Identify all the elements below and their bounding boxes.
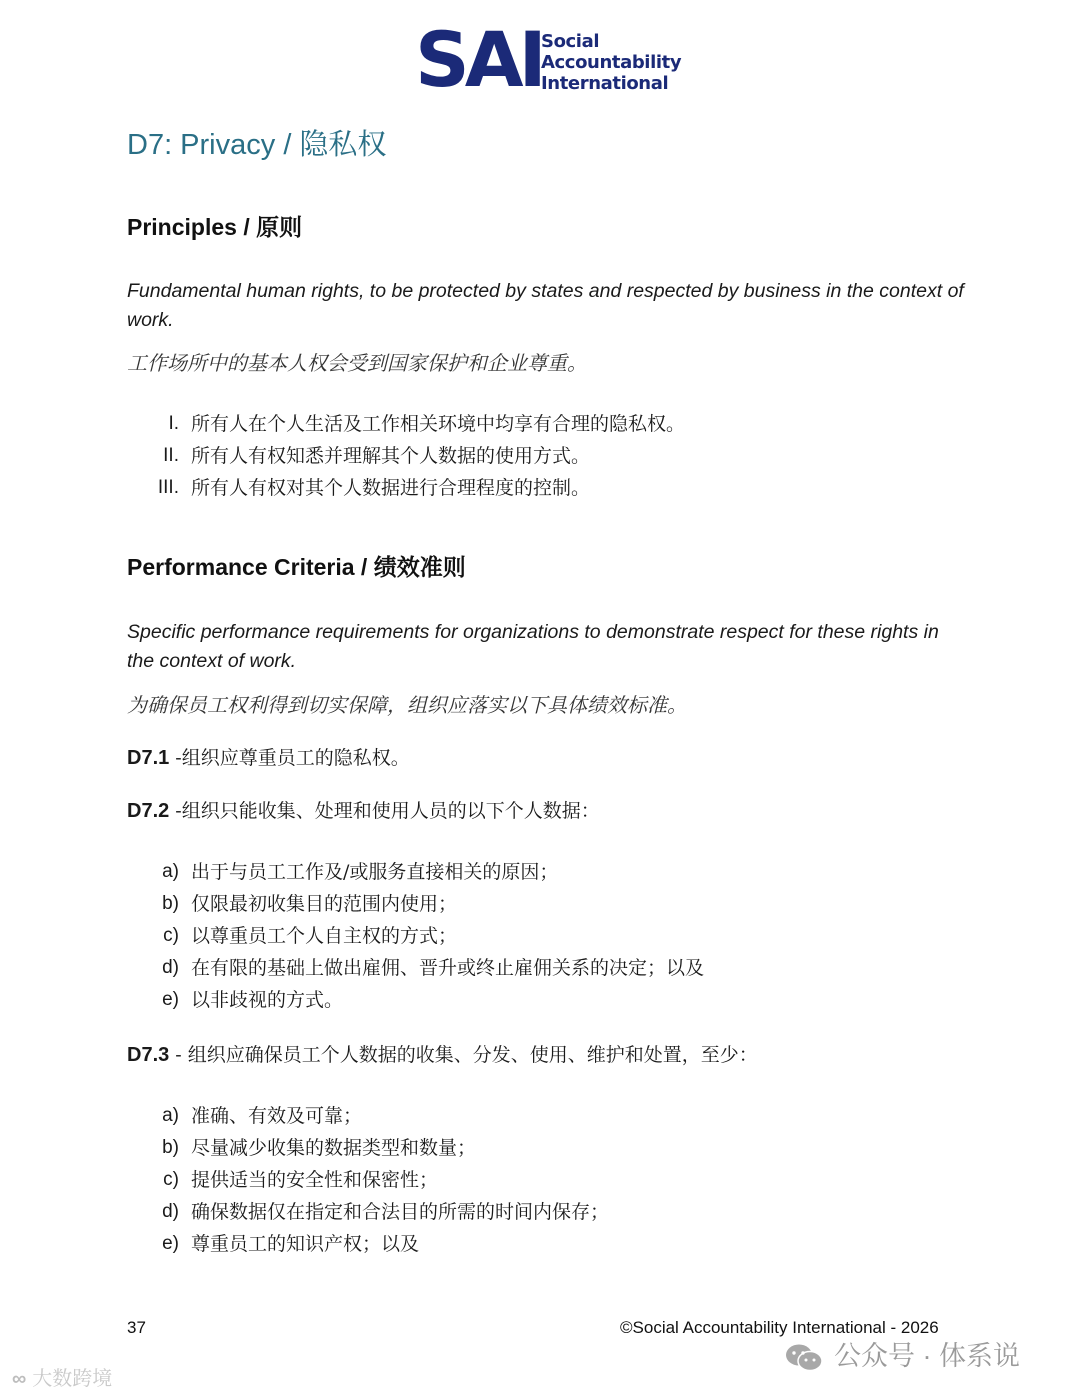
list-text: 所有人有权对其个人数据进行合理程度的控制。 <box>191 477 591 499</box>
criterion-code: D7.1 <box>127 747 170 769</box>
list-marker: e) <box>162 1233 179 1254</box>
list-marker: e) <box>162 989 179 1010</box>
list-marker: I. <box>168 413 179 434</box>
list-text: 出于与员工工作及/或服务直接相关的原因； <box>191 861 559 883</box>
list-text: 仅限最初收集目的范围内使用； <box>191 893 458 915</box>
principles-heading: Principles / 原则 <box>127 214 303 240</box>
criterion-d7-2 <box>127 796 600 823</box>
criterion-d7-3 <box>127 1040 758 1067</box>
logo-word: Social <box>541 31 600 52</box>
watermark-right <box>784 1334 1020 1373</box>
logo-word: Accountability <box>541 52 682 73</box>
list-marker: III. <box>157 477 179 498</box>
criterion-text: -组织应尊重员工的隐私权。 <box>169 747 410 769</box>
list-text: 尊重员工的知识产权；以及 <box>191 1233 420 1255</box>
list-text: 在有限的基础上做出雇佣、晋升或终止雇佣关系的决定；以及 <box>191 957 705 979</box>
criterion-text: -组织只能收集、处理和使用人员的以下个人数据： <box>169 800 600 822</box>
performance-intro-zh: 为确保员工权利得到切实保障，组织应落实以下具体绩效标准。 <box>127 693 687 717</box>
list-marker: c) <box>163 925 179 946</box>
list-text: 确保数据仅在指定和合法目的所需的时间内保存； <box>191 1201 610 1223</box>
performance-heading: Performance Criteria / 绩效准则 <box>127 554 466 580</box>
list-text: 以非歧视的方式。 <box>191 989 344 1011</box>
watermark-left-text: 大数跨境 <box>32 1368 113 1390</box>
list-marker: d) <box>162 957 179 978</box>
watermark-logo-icon: ∞ <box>12 1368 27 1390</box>
list-marker: b) <box>162 1137 179 1158</box>
criterion-code: D7.3 <box>127 1044 170 1066</box>
list-marker: b) <box>162 893 179 914</box>
logo-wordmark <box>541 31 681 94</box>
logo-word: International <box>541 73 669 94</box>
list-text: 提供适当的安全性和保密性； <box>191 1169 439 1191</box>
list-marker: d) <box>162 1201 179 1222</box>
criterion-d7-1 <box>127 743 410 770</box>
performance-intro-en: Specific performance requirements for organizations to demonstrate respect for these rights in the context of work. <box>127 621 939 672</box>
principles-intro-en: Fundamental human rights, to be protected by states and respected by business in the context of work. <box>127 280 964 331</box>
page-number: 37 <box>127 1318 146 1337</box>
list-text: 准确、有效及可靠； <box>191 1105 363 1127</box>
list-text: 尽量减少收集的数据类型和数量； <box>191 1137 477 1159</box>
criterion-text: - 组织应确保员工个人数据的收集、分发、使用、维护和处置，至少： <box>169 1044 758 1066</box>
watermark-right-text: 公众号 · 体系说 <box>834 1341 1020 1371</box>
principles-intro-zh: 工作场所中的基本人权会受到国家保护和企业尊重。 <box>127 351 587 375</box>
list-marker: c) <box>163 1169 179 1190</box>
list-text: 所有人有权知悉并理解其个人数据的使用方式。 <box>191 445 591 467</box>
wechat-icon <box>784 1343 824 1373</box>
list-marker: a) <box>162 1105 179 1126</box>
list-text: 所有人在个人生活及工作相关环境中均享有合理的隐私权。 <box>191 413 686 435</box>
watermark-left <box>12 1362 112 1391</box>
logo-mark: SAI <box>415 15 542 104</box>
page-title: D7: Privacy / 隐私权 <box>127 129 387 161</box>
sai-logo <box>415 15 682 104</box>
list-text: 以尊重员工个人自主权的方式； <box>191 925 458 947</box>
list-marker: a) <box>162 861 179 882</box>
list-marker: II. <box>163 445 179 466</box>
criterion-code: D7.2 <box>127 800 170 822</box>
copyright: ©Social Accountability International - 2026 <box>620 1318 939 1337</box>
